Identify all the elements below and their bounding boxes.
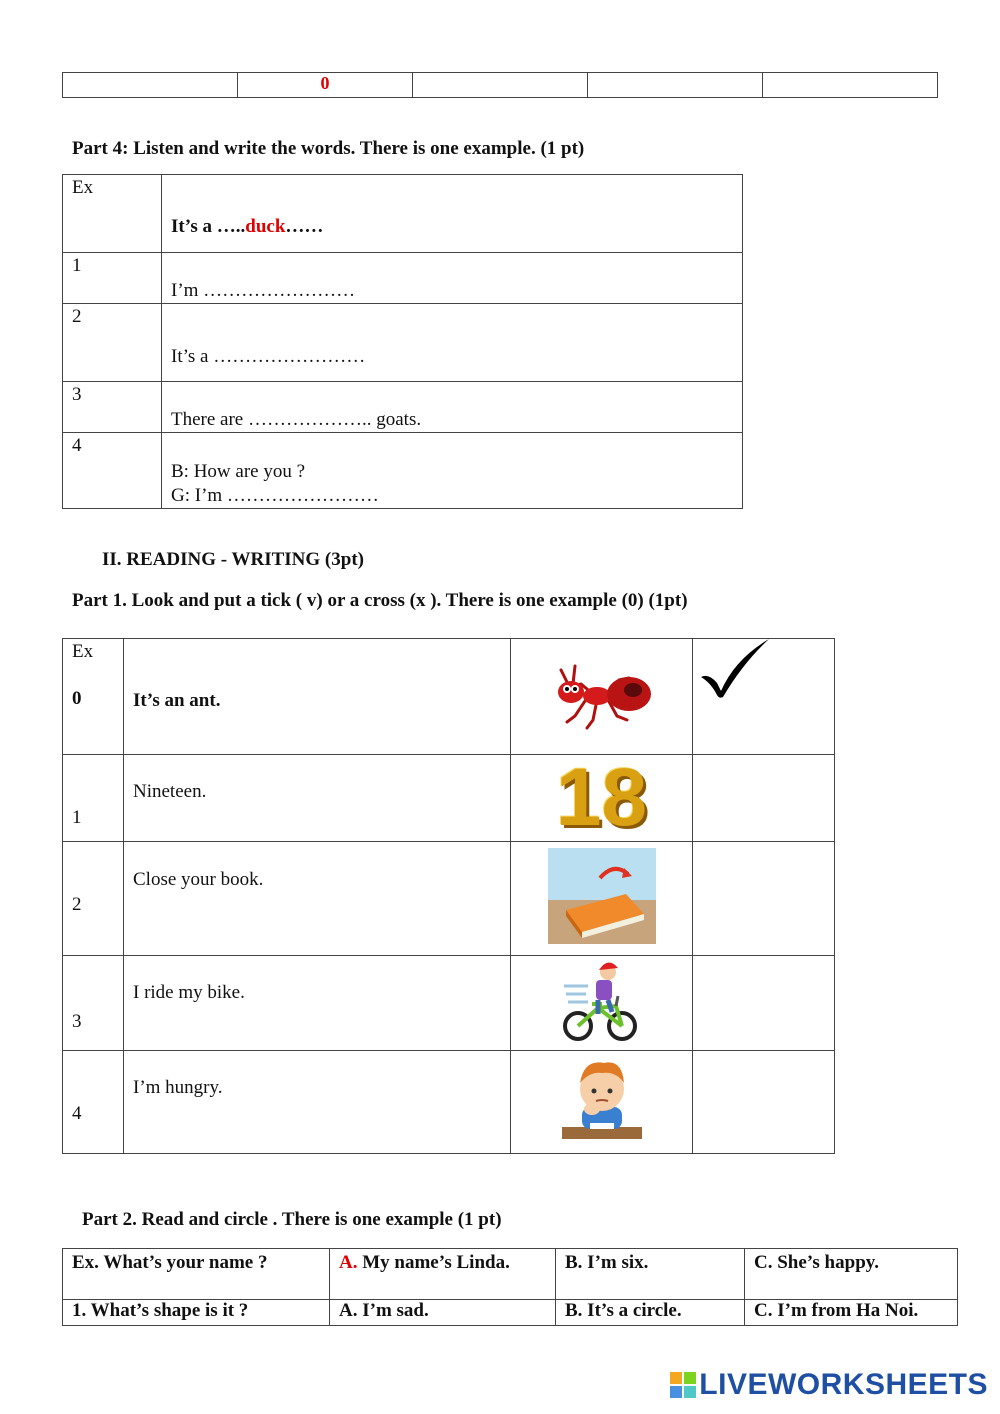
tick-cross-table — [62, 638, 835, 1154]
row-number: 2 — [63, 842, 124, 956]
row-number: 1 — [63, 253, 162, 304]
option-text: My name’s Linda. — [357, 1252, 510, 1273]
number-18-picture: 18 — [555, 752, 648, 843]
picture-cell — [511, 842, 693, 956]
part4-heading: Part 4: Listen and write the words. There is one example. (1 pt) — [72, 138, 585, 159]
sentence-text: I ride my bike. — [133, 982, 245, 1003]
example-answer: duck — [245, 215, 286, 237]
picture-cell — [511, 956, 693, 1051]
answer-cell: 0 — [238, 73, 413, 98]
sentence-text: Nineteen. — [133, 781, 207, 802]
answer-cell — [63, 73, 238, 98]
option-text: B. I’m six. — [565, 1252, 649, 1273]
answer-cell — [763, 73, 938, 98]
example-label-cell — [63, 639, 124, 755]
example-sentence — [162, 175, 743, 253]
answer-cell[interactable] — [693, 755, 835, 842]
read-circle-table — [62, 1248, 958, 1326]
dialogue-line-g: G: I’m …………………… — [171, 485, 379, 506]
ant-picture — [547, 656, 657, 732]
sentence-line: It’s a …………………… — [171, 346, 366, 367]
option-a[interactable] — [330, 1249, 556, 1300]
tick-icon — [699, 637, 771, 699]
answer-line[interactable] — [162, 382, 743, 433]
sentence-cell — [124, 1051, 511, 1154]
table-row — [63, 253, 743, 304]
option-c[interactable] — [745, 1249, 958, 1300]
sentence-text: I’m hungry. — [133, 1077, 223, 1098]
option-text: B. It’s a circle. — [565, 1300, 682, 1321]
listen-write-table — [62, 174, 743, 509]
answer-cell[interactable] — [693, 639, 835, 755]
answer-cell — [588, 73, 763, 98]
answer-line[interactable] — [162, 304, 743, 382]
sentence-cell — [124, 842, 511, 956]
option-text: I’m sad. — [357, 1300, 429, 1321]
answer-cell[interactable] — [693, 842, 835, 956]
answer-line[interactable] — [162, 253, 743, 304]
picture-cell — [511, 752, 693, 843]
row-number: Ex — [63, 175, 162, 253]
logo-text: LIVEWORKSHEETS — [699, 1368, 988, 1401]
example-suffix: …… — [285, 215, 324, 237]
answer-cell[interactable] — [693, 956, 835, 1051]
row-number: 0 — [72, 688, 82, 709]
row-number: 1 — [63, 755, 124, 842]
question-cell — [63, 1249, 330, 1300]
table-row — [63, 755, 835, 842]
answer-cell — [413, 73, 588, 98]
dialogue-line-b: B: How are you ? — [171, 461, 306, 482]
liveworksheets-logo — [670, 1368, 988, 1402]
answer-cell[interactable] — [693, 1051, 835, 1154]
sentence-cell — [124, 755, 511, 842]
question-text: 1. What’s shape is it ? — [72, 1300, 249, 1321]
logo-grid-icon — [670, 1372, 696, 1398]
row-number: 2 — [63, 304, 162, 382]
option-b[interactable] — [556, 1249, 745, 1300]
sentence-cell — [124, 956, 511, 1051]
closing-book-picture — [548, 848, 656, 944]
table-row — [63, 842, 835, 956]
table-row — [63, 304, 743, 382]
table-row — [63, 639, 835, 755]
boy-riding-bike-picture — [562, 956, 642, 1044]
option-a[interactable] — [330, 1300, 556, 1326]
option-letter-a: A. — [339, 1252, 358, 1273]
row-number: 4 — [63, 1051, 124, 1154]
option-letter-a: A. — [339, 1300, 358, 1321]
option-b[interactable] — [556, 1300, 745, 1326]
table-row — [63, 433, 743, 509]
picture-cell — [511, 639, 693, 755]
section-title: II. READING - WRITING (3pt) — [102, 549, 364, 570]
table-row — [63, 1051, 835, 1154]
option-text: C. I’m from Ha Noi. — [754, 1300, 919, 1321]
reading-part1-heading: Part 1. Look and put a tick ( v) or a cross (x ). There is one example (0) (1pt) — [72, 590, 688, 611]
example-label: Ex — [72, 641, 94, 662]
sentence-cell — [124, 639, 511, 755]
question-text: Ex. What’s your name ? — [72, 1252, 268, 1273]
table-row — [63, 382, 743, 433]
row-number: 4 — [63, 433, 162, 509]
sentence-line: There are ……………….. goats. — [171, 409, 422, 430]
picture-cell — [511, 1051, 693, 1154]
sentence-text: Close your book. — [133, 869, 264, 890]
table-row — [63, 1249, 958, 1300]
example-prefix: It’s a ….. — [171, 215, 246, 237]
option-c[interactable] — [745, 1300, 958, 1326]
sentence-text: It’s an ant. — [133, 690, 221, 711]
question-cell — [63, 1300, 330, 1326]
table-row — [63, 175, 743, 253]
option-text: C. She’s happy. — [754, 1252, 879, 1273]
table-row — [63, 1300, 958, 1326]
sentence-line: I’m …………………… — [171, 280, 356, 301]
row-number: 3 — [63, 956, 124, 1051]
answer-line[interactable] — [162, 433, 743, 509]
reading-part2-heading: Part 2. Read and circle . There is one example (1 pt) — [82, 1209, 502, 1230]
row-number: 3 — [63, 382, 162, 433]
boy-thinking-picture — [560, 1053, 644, 1145]
table-row — [63, 956, 835, 1051]
answer-strip-table — [62, 72, 938, 98]
